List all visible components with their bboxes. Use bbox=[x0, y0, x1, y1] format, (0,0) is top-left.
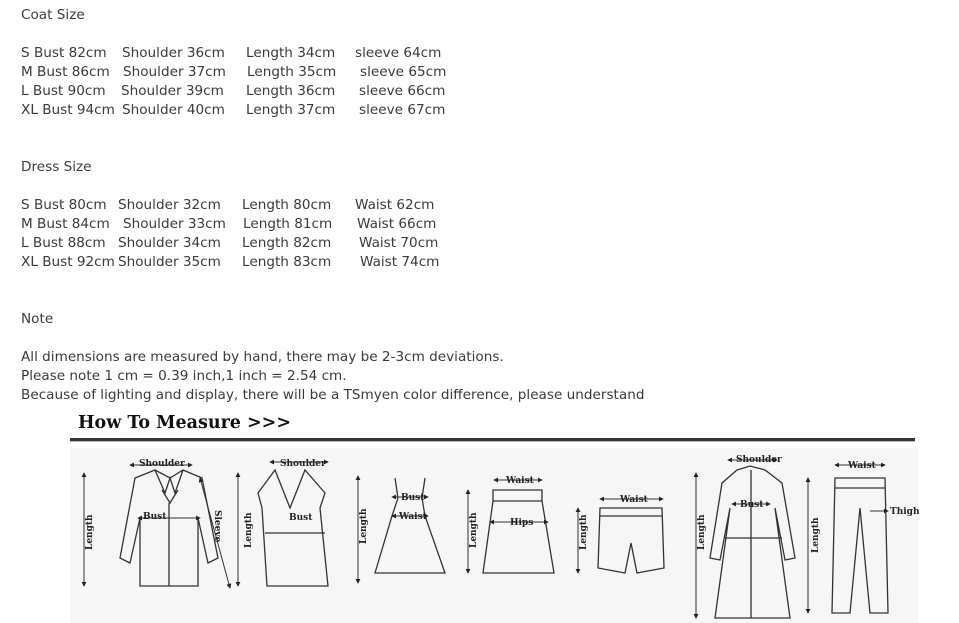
sleeve-label: Sleeve bbox=[212, 510, 222, 543]
note-line: Please note 1 cm = 0.39 inch,1 inch = 2.54 cm. bbox=[21, 368, 347, 384]
dress-waist: Waist 62cm bbox=[355, 197, 435, 213]
coat-sleeve: sleeve 65cm bbox=[360, 64, 447, 80]
coat-bust: M Bust 86cm bbox=[21, 64, 110, 80]
length-label: Length bbox=[244, 512, 254, 548]
coat-sleeve: sleeve 67cm bbox=[359, 102, 446, 118]
dress-bust: S Bust 80cm bbox=[21, 197, 107, 213]
length-label: Length bbox=[469, 512, 479, 548]
coat-length: Length 36cm bbox=[246, 83, 336, 99]
waist-label: Waist bbox=[399, 512, 427, 522]
coat-bust: XL Bust 94cm bbox=[21, 102, 115, 118]
dress-size-title: Dress Size bbox=[21, 159, 92, 175]
dress-bust: M Bust 84cm bbox=[21, 216, 110, 232]
coat-bust: L Bust 90cm bbox=[21, 83, 106, 99]
thigh-label: Thigh bbox=[890, 507, 920, 517]
dress-shoulder: Shoulder 33cm bbox=[123, 216, 226, 232]
length-label: Length bbox=[697, 514, 707, 550]
coat-size-title: Coat Size bbox=[21, 7, 85, 23]
length-label: Length bbox=[85, 514, 95, 550]
dress-shoulder: Shoulder 34cm bbox=[118, 235, 221, 251]
note-line: Because of lighting and display, there will be a TSmyen color difference, please understand bbox=[21, 387, 645, 403]
bust-label: Bust bbox=[401, 493, 425, 503]
dress-length: Length 83cm bbox=[242, 254, 332, 270]
coat-shoulder: Shoulder 40cm bbox=[122, 102, 225, 118]
bust-label: Bust bbox=[289, 513, 313, 523]
shoulder-label: Shoulder bbox=[736, 455, 782, 465]
coat-length: Length 37cm bbox=[246, 102, 336, 118]
coat-sleeve: sleeve 66cm bbox=[359, 83, 446, 99]
bust-label: Bust bbox=[143, 512, 167, 522]
dress-shoulder: Shoulder 35cm bbox=[118, 254, 221, 270]
dress-waist: Waist 70cm bbox=[359, 235, 439, 251]
note-line: All dimensions are measured by hand, there may be 2-3cm deviations. bbox=[21, 349, 504, 365]
dress-bust: XL Bust 92cm bbox=[21, 254, 115, 270]
length-label: Length bbox=[579, 514, 589, 550]
coat-sleeve: sleeve 64cm bbox=[355, 45, 442, 61]
how-to-measure-title: How To Measure >>> bbox=[78, 413, 291, 433]
dress-shoulder: Shoulder 32cm bbox=[118, 197, 221, 213]
dress-bust: L Bust 88cm bbox=[21, 235, 106, 251]
dress-waist: Waist 66cm bbox=[357, 216, 437, 232]
dress-waist: Waist 74cm bbox=[360, 254, 440, 270]
how-to-measure-diagram bbox=[70, 408, 920, 623]
waist-label: Waist bbox=[620, 495, 648, 505]
garment-sketches bbox=[70, 408, 920, 623]
coat-length: Length 35cm bbox=[247, 64, 337, 80]
coat-shoulder: Shoulder 36cm bbox=[122, 45, 225, 61]
note-title: Note bbox=[21, 311, 54, 327]
coat-shoulder: Shoulder 37cm bbox=[123, 64, 226, 80]
bust-label: Bust bbox=[740, 500, 764, 510]
length-label: Length bbox=[811, 517, 821, 553]
waist-label: Waist bbox=[848, 461, 876, 471]
length-label: Length bbox=[359, 508, 369, 544]
dress-length: Length 80cm bbox=[242, 197, 332, 213]
coat-length: Length 34cm bbox=[246, 45, 336, 61]
shoulder-label: Shoulder bbox=[280, 459, 326, 469]
coat-bust: S Bust 82cm bbox=[21, 45, 107, 61]
coat-shoulder: Shoulder 39cm bbox=[121, 83, 224, 99]
dress-length: Length 82cm bbox=[242, 235, 332, 251]
dress-length: Length 81cm bbox=[243, 216, 333, 232]
waist-label: Waist bbox=[506, 476, 534, 486]
shoulder-label: Shoulder bbox=[139, 459, 185, 469]
hips-label: Hips bbox=[510, 518, 534, 528]
